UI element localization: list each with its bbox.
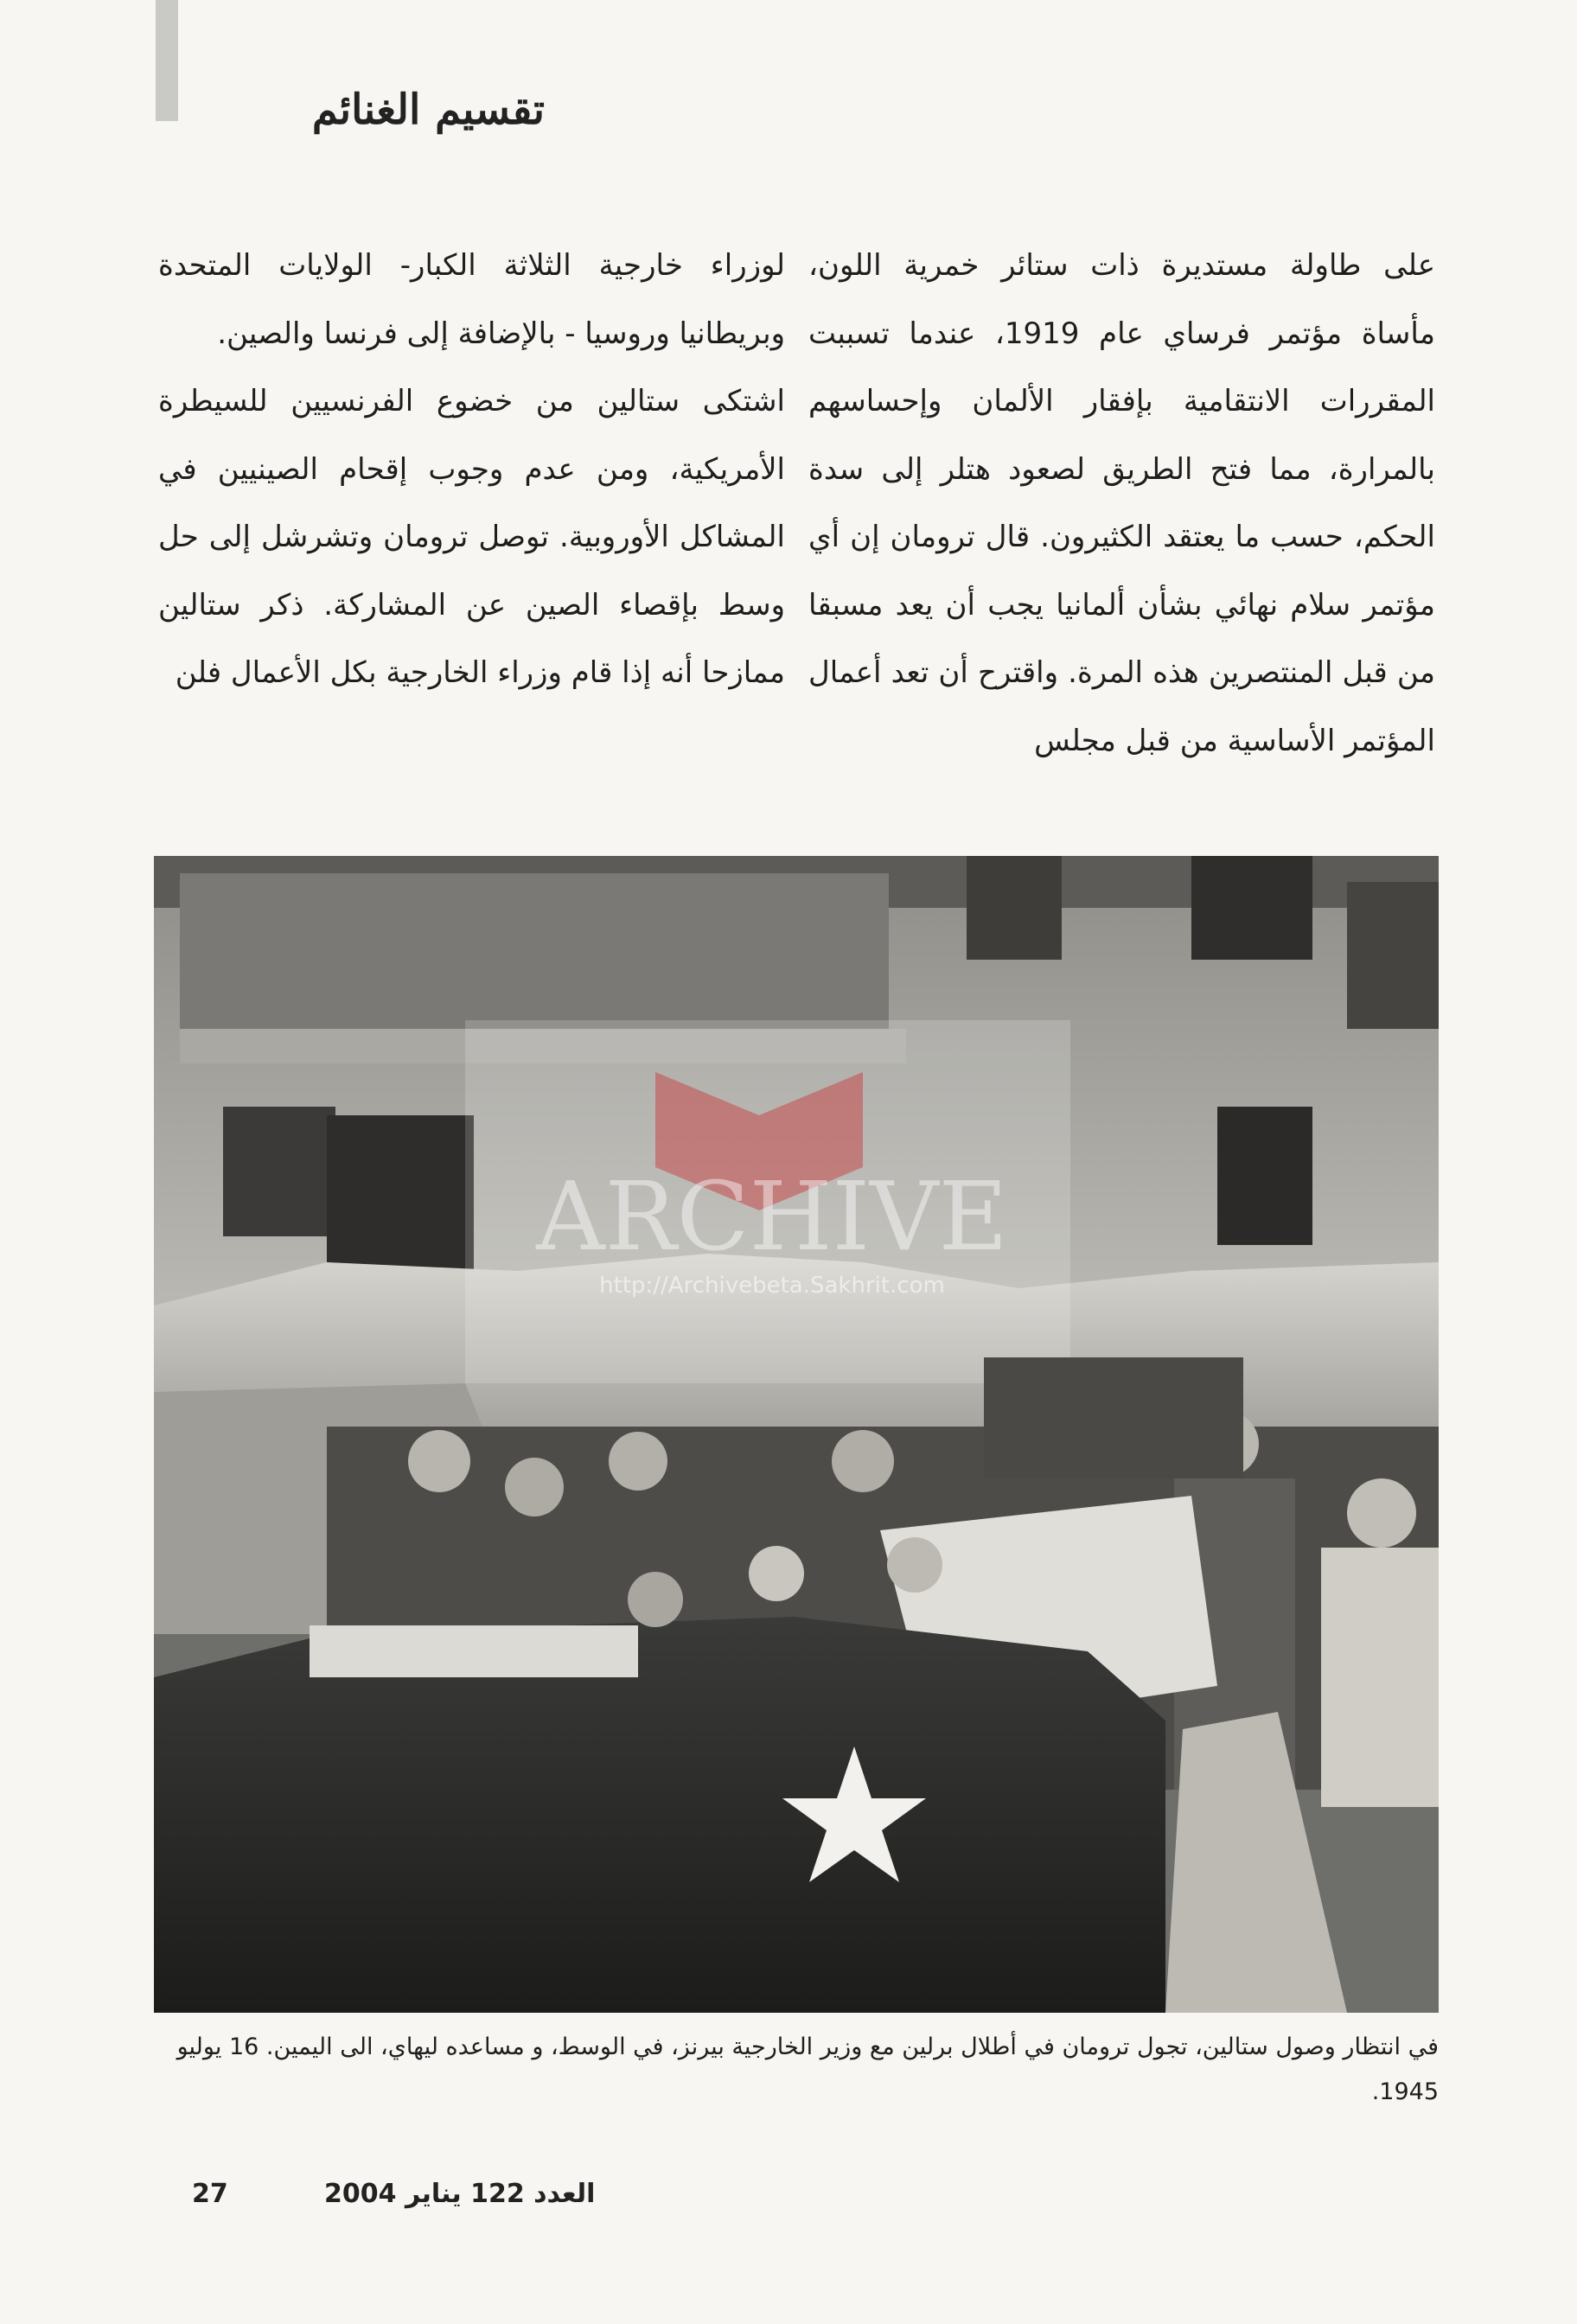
watermark-logo-text: ARCHIVE	[536, 1161, 1008, 1272]
paragraph: لوزراء خارجية الثلاثة الكبار- الولايات المتحدة وبريطانيا وروسيا - بالإضافة إلى فرنسا والصين.	[158, 248, 785, 351]
page-number: 27	[192, 2179, 228, 2209]
page-footer	[173, 2168, 778, 2220]
photo-caption: في انتظار وصول ستالين، تجول ترومان في أطلال برلين مع وزير الخارجية بيرنز، في الوسط، و مساعده ليهاي، الى اليمين. 16 يوليو 1945.	[176, 2034, 1439, 2105]
watermark-url: http://Archivebeta.Sakhrit.com	[599, 1273, 945, 1299]
header-accent-bar	[156, 0, 178, 121]
text-column-left	[158, 232, 785, 867]
paragraph: اشتكى ستالين من خضوع الفرنسيين للسيطرة الأمريكية، ومن عدم وجوب إقحام الصينيين في المشاكل الأوروبية. توصل ترومان وتشرشل إلى حل وسط بإقصاء الصين عن المشاركة. ذكر ستالين ممازحا أنه إذا قام وزراء الخارجية بكل الأعمال فلن	[158, 384, 785, 690]
paragraph: على طاولة مستديرة ذات ستائر خمرية اللون، مأساة مؤتمر فرساي عام 1919، عندما تسببت المقررات الانتقامية بإفقار الألمان وإحساسهم بالمرارة، مما فتح الطريق لصعود هتلر إلى سدة الحكم، حسب ما يعتقد الكثيرون. قال ترومان إن أي مؤتمر سلام نهائي بشأن ألمانيا يجب أن يعد مسبقا من قبل المنتصرين هذه المرة. واقترح أن تعد أعمال المؤتمر الأساسية من قبل مجلس	[808, 248, 1435, 758]
issue-info: العدد 122 يناير 2004	[324, 2179, 596, 2209]
text-column-right	[808, 232, 1435, 867]
section-title: تقسيم الغنائم	[311, 86, 545, 134]
historical-photo	[154, 856, 1439, 2013]
